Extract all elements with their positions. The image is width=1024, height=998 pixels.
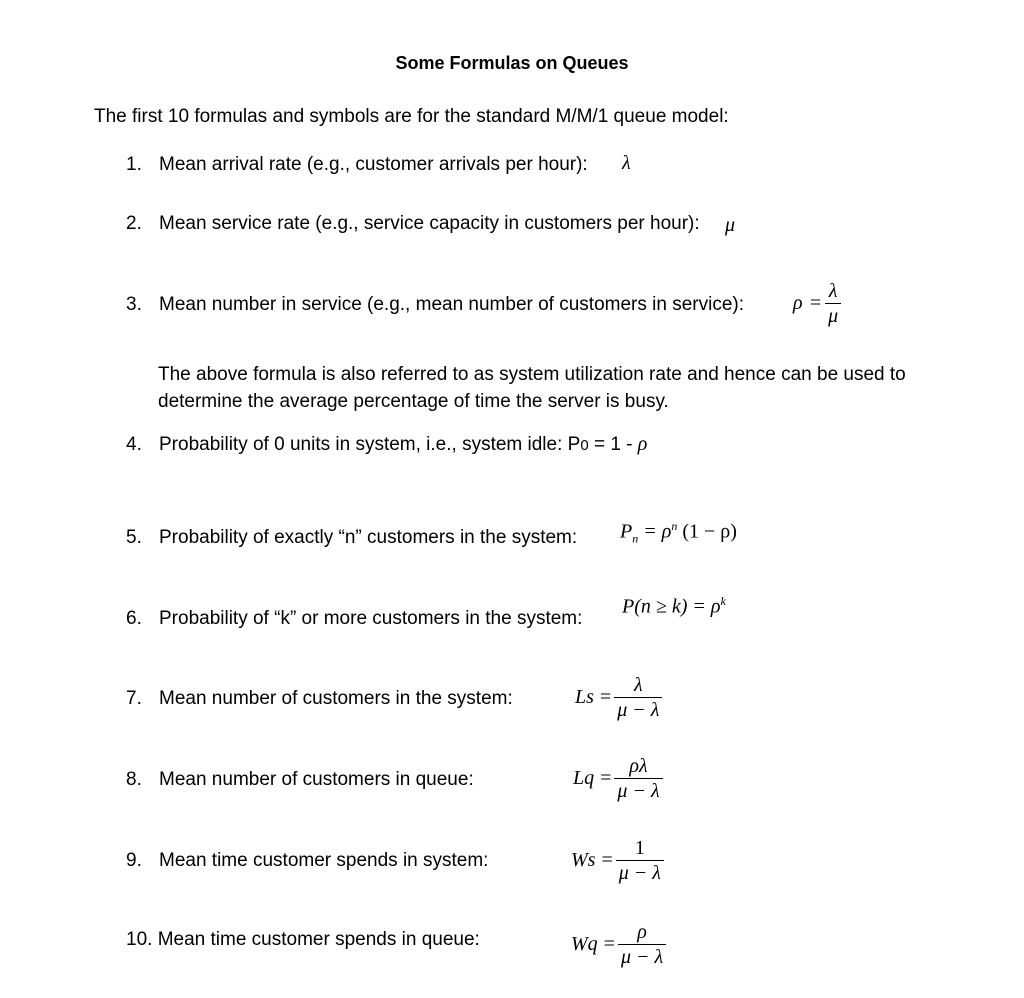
numerator: λ [828,280,838,302]
pn-rho: = ρ [638,520,672,543]
pn-p: P [620,520,633,543]
fraction [618,920,666,969]
lambda-symbol: λ [622,152,631,174]
numerator: λ [633,674,643,696]
item-text: Mean number in service (e.g., mean number of customers in service): [159,294,745,315]
list-item [126,929,480,951]
item-number: 1. [126,154,142,175]
item-text: Mean time customer spends in queue: [157,929,480,950]
ls-label: Ls [575,686,594,708]
numerator: ρ [637,921,647,943]
list-item [126,433,647,456]
list-item [126,154,588,176]
item-number: 4. [126,434,142,455]
pn-formula [620,519,737,547]
equals-sign: = [600,767,612,789]
list-item [126,527,577,549]
list-item [126,213,700,235]
mu-symbol: μ [725,214,736,236]
item-text: Mean number of customers in the system: [159,688,513,709]
rho-symbol: ρ [637,433,648,455]
denominator: μ − λ [614,697,662,722]
item-number: 2. [126,213,142,234]
list-item [126,769,474,791]
ws-label: Ws [571,849,596,871]
numerator: 1 [634,837,645,859]
denominator: μ − λ [618,944,666,969]
item-number: 3. [126,294,142,315]
numerator: ρλ [629,755,648,777]
ws-formula [568,836,664,885]
p0-subscript: 0 [580,437,589,454]
fraction [614,754,662,803]
ls-formula [572,673,662,722]
fraction [614,673,662,722]
denominator: μ − λ [616,860,664,885]
pk-main: P(n ≥ k) = ρ [622,595,721,618]
pn-tail: (1 − ρ) [677,520,737,543]
item-number: 10. [126,929,153,950]
item-number: 8. [126,769,142,790]
list-item [126,850,488,872]
pk-formula [622,594,726,619]
list-item [126,688,513,710]
item-number: 6. [126,608,142,629]
item-number: 5. [126,527,142,548]
fraction [825,279,841,328]
item-text: Mean number of customers in queue: [159,769,474,790]
item-number: 7. [126,688,142,709]
item-text: Probability of 0 units in system, i.e., system idle: P [159,434,581,455]
utilization-formula [790,279,841,328]
pn-superscript: n [671,519,678,533]
rho-symbol: ρ [793,292,803,314]
list-item [126,294,744,316]
fraction [616,836,664,885]
wq-formula [568,920,666,969]
denominator: μ − λ [614,778,662,803]
item-number: 9. [126,850,142,871]
equals-sign: = [808,292,823,314]
lq-label: Lq [573,767,595,789]
list-item [126,608,582,630]
pn-subscript: n [632,531,639,546]
pk-superscript: k [720,594,726,608]
intro-text: The first 10 formulas and symbols are for the standard M/M/1 queue model: [94,106,729,127]
item-text: Mean time customer spends in system: [159,850,489,871]
utilization-note: The above formula is also referred to as system utilization rate and hence can be used to determine the average percentage of time the server is busy. [158,364,906,412]
item-text: Probability of exactly “n” customers in the system: [159,527,578,548]
item-text: Probability of “k” or more customers in the system: [159,608,583,629]
p0-equation: = 1 - [588,434,638,455]
equals-sign: = [599,686,612,708]
equals-sign: = [601,849,613,871]
wq-label: Wq [571,933,598,955]
item-text: Mean service rate (e.g., service capacity in customers per hour): [159,213,700,234]
lq-formula [570,754,663,803]
item-text: Mean arrival rate (e.g., customer arrivals per hour): [159,154,588,175]
page-title: Some Formulas on Queues [395,53,629,73]
denominator: μ [825,303,841,328]
equals-sign: = [603,933,615,955]
